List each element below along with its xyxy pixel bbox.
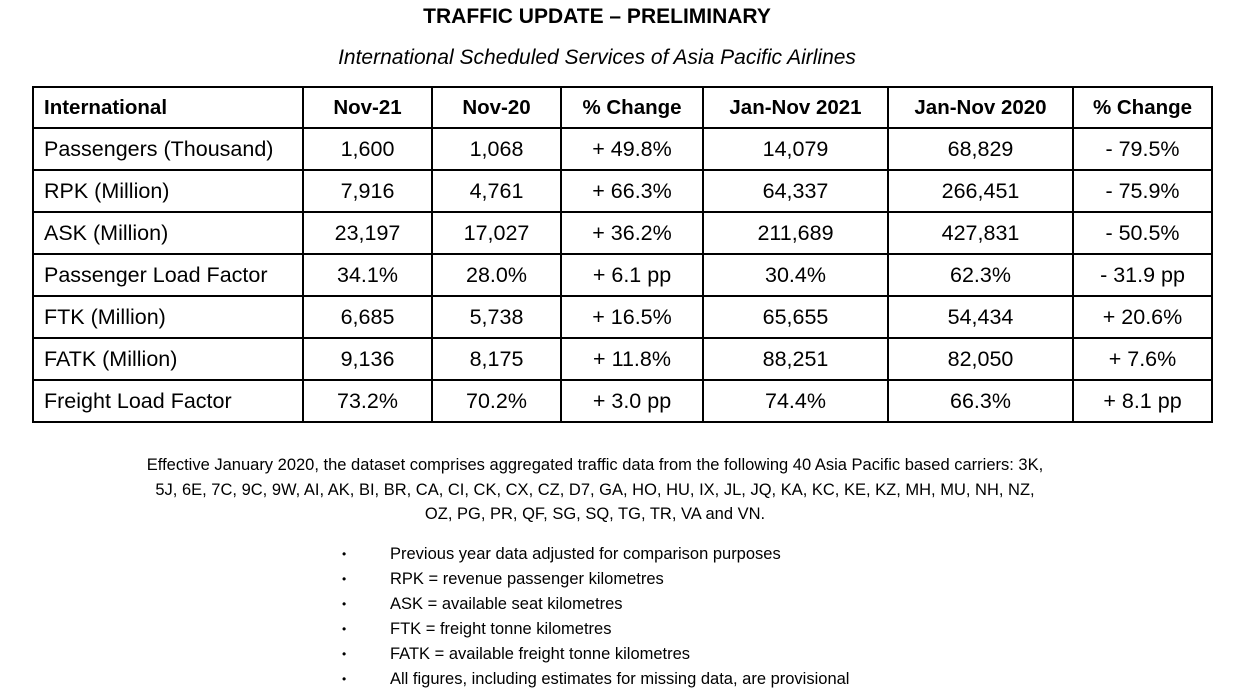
table-cell: 82,050 [888, 338, 1073, 380]
table-cell: 211,689 [703, 212, 888, 254]
table-cell: + 11.8% [561, 338, 703, 380]
traffic-table [32, 86, 1213, 423]
list-item-text: All figures, including estimates for missing data, are provisional [390, 670, 850, 688]
bullet-icon: • [342, 597, 347, 611]
table-cell: 6,685 [303, 296, 432, 338]
row-label: Passengers (Thousand) [33, 128, 303, 170]
table-cell: + 66.3% [561, 170, 703, 212]
list-item-text: Previous year data adjusted for comparison purposes [390, 545, 781, 563]
list-item [340, 617, 849, 642]
table-cell: 4,761 [432, 170, 561, 212]
table-cell: 73.2% [303, 380, 432, 422]
table-row [33, 254, 1212, 296]
column-header: Nov-20 [432, 87, 561, 128]
table-cell: + 49.8% [561, 128, 703, 170]
bullet-icon: • [342, 547, 347, 561]
list-item-text: FTK = freight tonne kilometres [390, 620, 612, 638]
list-item [340, 592, 849, 617]
column-header: % Change [1073, 87, 1212, 128]
table-cell: - 79.5% [1073, 128, 1212, 170]
table-cell: 74.4% [703, 380, 888, 422]
row-label: FATK (Million) [33, 338, 303, 380]
table-cell: 1,068 [432, 128, 561, 170]
bullet-icon: • [342, 647, 347, 661]
table-cell: - 75.9% [1073, 170, 1212, 212]
table-row [33, 296, 1212, 338]
dataset-note [95, 453, 1095, 527]
table-cell: 7,916 [303, 170, 432, 212]
table-cell: + 36.2% [561, 212, 703, 254]
bullet-icon: • [342, 572, 347, 586]
table-cell: + 16.5% [561, 296, 703, 338]
note-line: 5J, 6E, 7C, 9C, 9W, AI, AK, BI, BR, CA, CI, CK, CX, CZ, D7, GA, HO, HU, IX, JL, JQ, KA, KC, KE, KZ, MH, MU, NH, NZ, [155, 480, 1035, 499]
note-line: OZ, PG, PR, QF, SG, SQ, TG, TR, VA and VN. [424, 505, 766, 523]
list-item [340, 542, 849, 567]
table-cell: 66.3% [888, 380, 1073, 422]
table-cell: 54,434 [888, 296, 1073, 338]
list-item-text: ASK = available seat kilometres [390, 595, 623, 613]
page-subtitle: International Scheduled Services of Asia Pacific Airlines [338, 46, 856, 69]
list-item [340, 567, 849, 592]
note-line: Effective January 2020, the dataset comprises aggregated traffic data from the following 40 Asia Pacific based carriers: 3K, [146, 456, 1044, 474]
table-cell: 70.2% [432, 380, 561, 422]
list-item-text: FATK = available freight tonne kilometres [390, 645, 691, 663]
row-label: RPK (Million) [33, 170, 303, 212]
table-cell: 427,831 [888, 212, 1073, 254]
table-cell: 23,197 [303, 212, 432, 254]
table-row [33, 212, 1212, 254]
list-item-text: RPK = revenue passenger kilometres [390, 570, 664, 588]
row-label: Passenger Load Factor [33, 254, 303, 296]
footnote-list [340, 542, 849, 692]
table-cell: 68,829 [888, 128, 1073, 170]
row-label: ASK (Million) [33, 212, 303, 254]
table-cell: 1,600 [303, 128, 432, 170]
table-row [33, 128, 1212, 170]
column-header: % Change [561, 87, 703, 128]
column-header: International [33, 87, 303, 128]
table-cell: 17,027 [432, 212, 561, 254]
column-header: Jan-Nov 2021 [703, 87, 888, 128]
table-cell: + 3.0 pp [561, 380, 703, 422]
page-title: TRAFFIC UPDATE – PRELIMINARY [423, 5, 771, 28]
bullet-icon: • [342, 622, 347, 636]
table-cell: + 6.1 pp [561, 254, 703, 296]
table-cell: 9,136 [303, 338, 432, 380]
row-label: FTK (Million) [33, 296, 303, 338]
table-header-row [33, 87, 1212, 128]
bullet-icon: • [342, 672, 347, 686]
table-cell: 28.0% [432, 254, 561, 296]
table-cell: 62.3% [888, 254, 1073, 296]
list-item [340, 642, 849, 667]
table-cell: 266,451 [888, 170, 1073, 212]
table-row [33, 338, 1212, 380]
column-header: Jan-Nov 2020 [888, 87, 1073, 128]
table-row [33, 380, 1212, 422]
table-cell: 14,079 [703, 128, 888, 170]
table-row [33, 170, 1212, 212]
table-cell: 8,175 [432, 338, 561, 380]
table-cell: + 7.6% [1073, 338, 1212, 380]
table-cell: - 31.9 pp [1073, 254, 1212, 296]
table-cell: 30.4% [703, 254, 888, 296]
table-cell: 64,337 [703, 170, 888, 212]
table-cell: 65,655 [703, 296, 888, 338]
table-cell: 5,738 [432, 296, 561, 338]
table-cell: + 20.6% [1073, 296, 1212, 338]
table-cell: - 50.5% [1073, 212, 1212, 254]
row-label: Freight Load Factor [33, 380, 303, 422]
column-header: Nov-21 [303, 87, 432, 128]
table-cell: 88,251 [703, 338, 888, 380]
table-cell: 34.1% [303, 254, 432, 296]
list-item [340, 667, 849, 692]
table-cell: + 8.1 pp [1073, 380, 1212, 422]
